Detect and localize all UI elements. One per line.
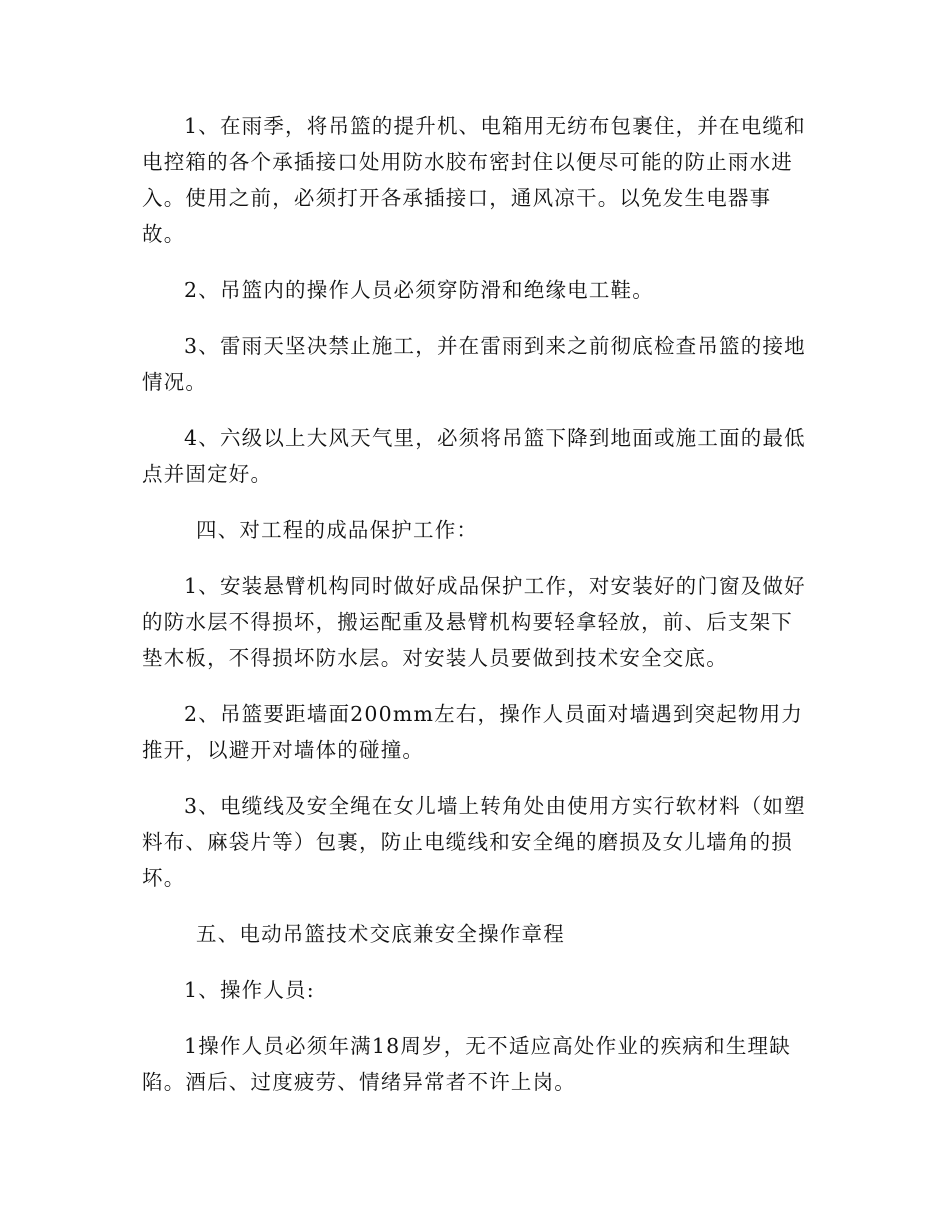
paragraph-operator-shoes: 2、吊篮内的操作人员必须穿防滑和绝缘电工鞋。 [184,278,654,302]
section-heading-5: 五、电动吊篮技术交底兼安全操作章程 [196,922,565,946]
paragraph-operator-requirements: 1操作人员必须年满18周岁，无不适应高处作业的疾病和生理缺陷。酒后、过度疲劳、情绪异常者不许上岗。 [142,1034,791,1094]
paragraph-strong-wind: 4、六级以上大风天气里，必须将吊篮下降到地面或施工面的最低点并固定好。 [142,426,806,486]
paragraph-rain-season: 1、在雨季，将吊篮的提升机、电箱用无纺布包裹住，并在电缆和电控箱的各个承插接口处用防水胶布密封住以便尽可能的防止雨水进入。使用之前，必须打开各承插接口，通风凉干。以免发生电器事故。 [142,114,806,246]
document-body [142,108,812,1120]
paragraph-wall-distance: 2、吊篮要距墙面200mm左右，操作人员面对墙遇到突起物用力推开，以避开对墙体的碰撞。 [142,702,804,762]
paragraph-operators-title: 1、操作人员: [184,978,315,1002]
paragraph-cable-wrapping: 3、电缆线及安全绳在女儿墙上转角处由使用方实行软材料（如塑料布、麻袋片等）包裹，防止电缆线和安全绳的磨损及女儿墙角的损坏。 [142,794,806,890]
paragraph-thunderstorm: 3、雷雨天坚决禁止施工，并在雷雨到来之前彻底检查吊篮的接地情况。 [142,334,806,394]
paragraph-install-protection: 1、安装悬臂机构同时做好成品保护工作，对安装好的门窗及做好的防水层不得损坏，搬运配重及悬臂机构要轻拿轻放，前、后支架下垫木板，不得损坏防水层。对安装人员要做到技术安全交底。 [142,574,806,670]
section-heading-4: 四、对工程的成品保护工作： [196,518,479,542]
